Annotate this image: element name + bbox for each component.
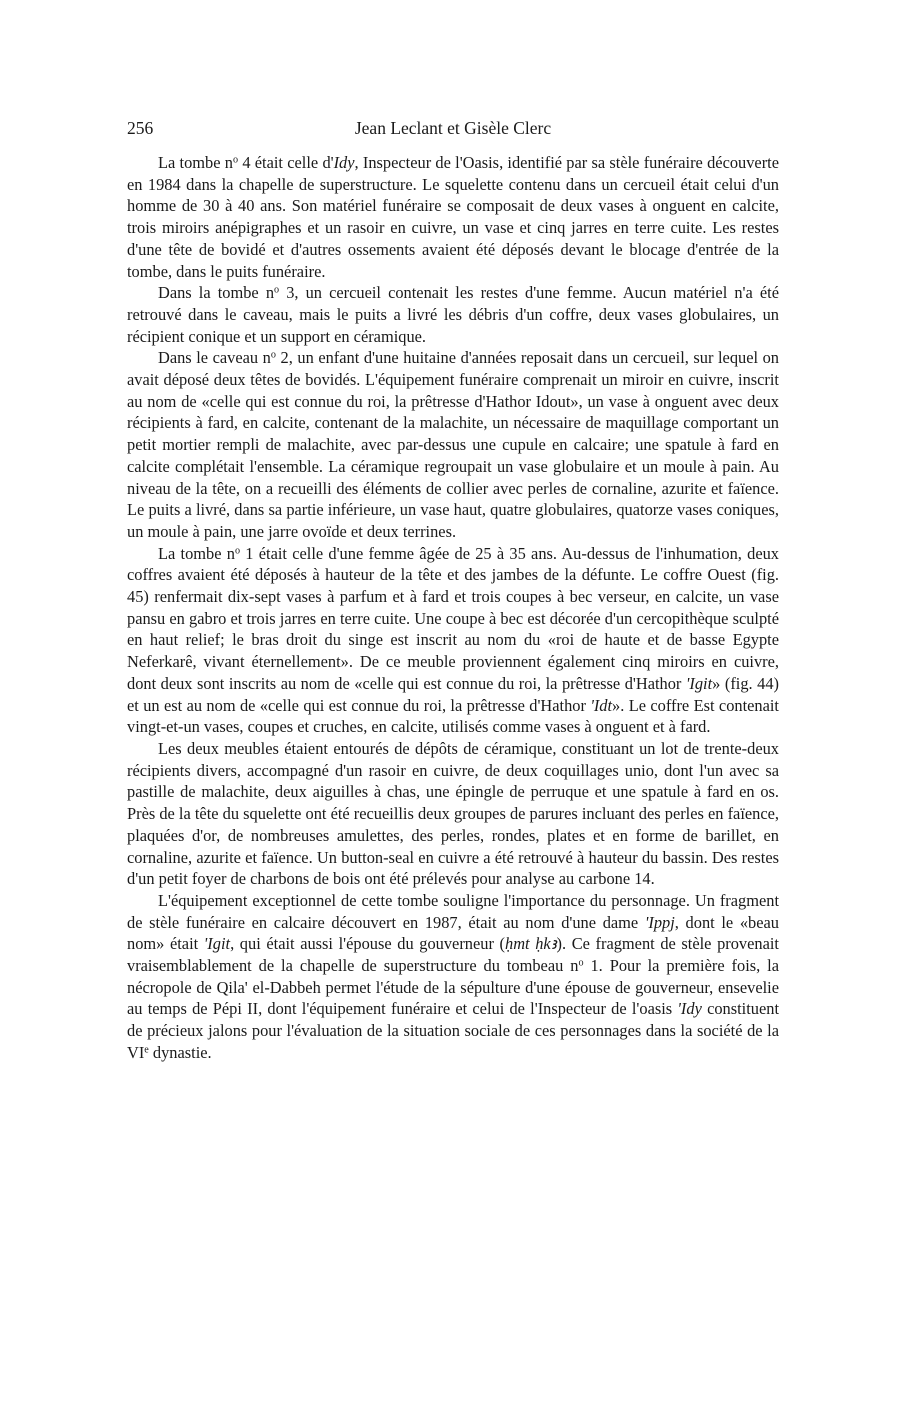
superscript-text: o xyxy=(234,545,241,557)
text-run: , dont le «beau nom» était xyxy=(127,912,779,954)
text-run: , qui était aussi l'épouse du gouverneur ( xyxy=(230,934,505,954)
paragraph xyxy=(127,890,779,1064)
italic-text: Idy xyxy=(333,153,355,172)
superscript-text: o xyxy=(270,349,276,361)
text-run: 1. Pour la première fois, la nécropole de Qila' el-Dabbeh permet l'étude de la sépulture d'une épouse de gouverneur, ensevelie au temps de Pépi II, dont l'équipement funéraire et celui de l'Inspecteur de l'oasis xyxy=(127,956,779,1019)
text-run: dynastie. xyxy=(148,1042,212,1062)
superscript-text: o xyxy=(578,957,584,969)
text-run: Dans le caveau n xyxy=(158,348,271,368)
italic-text: 'Igit xyxy=(203,934,231,954)
text-run: Dans la tombe n xyxy=(158,283,275,303)
italic-text: 'Idy xyxy=(677,999,702,1019)
italic-text: 'Ippj xyxy=(644,912,675,932)
text-run: Les deux meubles étaient entourés de dépôts de céramique, constituant un lot de trente-deux récipients divers, accompagné d'un rasoir en cuivre, de deux coquillages unio, dont l'un avec sa pastille de malachite, deux aiguilles à chas, une épingle de perruque et une spatule à fard en os. Près de la tête du squelette ont été recueillis deux groupes de parures incluant des perles en faïence, plaquées d'or, de nombreuses amulettes, des perles, rondes, plates et en forme de barillet, en cornaline, azurite et faïence. Un button-seal en cuivre a été retrouvé à hauteur du bassin. Des restes d'un petit foyer de charbons de bois ont été prélevés pour analyse au carbone 14. xyxy=(127,738,779,889)
page-number: 256 xyxy=(127,118,154,138)
italic-text: ḥmt ḥkꜣ xyxy=(505,934,557,954)
text-run: 1 était celle d'une femme âgée de 25 à 35 ans. Au-dessus de l'inhumation, deux coffres avaient été déposés à hauteur de la tête et des jambes de la défunte. Le coffre Ouest (fig. 45) renfermait dix-sept vases à parfum et à fard et trois coupes à bec verseur, en calcite, un vase pansu en gabro et trois jarres en terre cuite. Une coupe à bec est décorée d'un cercopithèque sculpté en haut relief; le bras droit du singe est inscrit au nom du «roi de haute et de basse Egypte Neferkarê, vivant éternellement». De ce meuble proviennent également cinq miroirs en cuivre, dont deux sont inscrits au nom de «celle qui est connue du roi, la prêtresse d'Hathor xyxy=(127,543,779,693)
text-run: La tombe n xyxy=(158,153,233,172)
text-run: » (fig. 44) et un est au nom de «celle qui est connue du roi, la prêtresse d'Hathor xyxy=(127,673,779,715)
text-run: La tombe n xyxy=(158,543,235,563)
paragraph xyxy=(127,152,779,282)
superscript-text: e xyxy=(144,1044,149,1056)
paragraph xyxy=(127,543,779,738)
paragraph xyxy=(127,347,779,542)
running-title: Jean Leclant et Gisèle Clerc xyxy=(354,118,552,138)
text-run: 2, un enfant d'une huitaine d'années reposait dans un cercueil, sur lequel on avait déposé deux têtes de bovidés. L'équipement funéraire comprenait un miroir en cuivre, inscrit au nom de «celle qui est connue du roi, la prêtresse d'Hathor Idout», un vase à onguent avec deux récipients à fard, en calcite, contenant de la malachite, un nécessaire de maquillage comportant un petit mortier rempli de malachite, avec par-dessus une cupule en calcaire; une spatule à fard en calcite complétait l'ensemble. La céramique regroupait un vase globulaire et un moule à pain. Au niveau de la tête, on a recueilli des éléments de collier avec perles de cornaline, azurite et faïence. Le puits a livré, dans sa partie inférieure, un vase haut, quatre globulaires, quatorze vases coniques, un moule à pain, une jarre ovoïde et deux terrines. xyxy=(127,348,779,541)
superscript-text: o xyxy=(274,284,280,296)
text-run: ». Le coffre Est contenait vingt-et-un vases, coupes et cruches, en calcite, utilisés comme vases à onguent et à fard. xyxy=(127,695,779,737)
text-run: L'équipement exceptionnel de cette tombe souligne l'importance du personnage. Un fragment de stèle funéraire en calcaire découvert en 1987, était au nom d'une dame xyxy=(127,890,779,932)
paragraph xyxy=(127,738,779,890)
italic-text: 'Igit xyxy=(685,673,713,693)
page-header xyxy=(127,116,779,140)
paragraph xyxy=(127,282,779,347)
text-run: 4 était celle d' xyxy=(238,153,334,172)
text-run: constituent de précieux jalons pour l'évaluation de la situation sociale de ces personnages dans la société de la VI xyxy=(127,999,779,1062)
superscript-text: o xyxy=(232,154,239,166)
italic-text: 'Idt xyxy=(590,695,613,715)
text-run: ). Ce fragment de stèle provenait vraisemblablement de la chapelle de superstructure du tombeau n xyxy=(127,934,779,976)
text-run: 3, un cercueil contenait les restes d'une femme. Aucun matériel n'a été retrouvé dans le caveau, mais le puits a livré les débris d'un coffre, deux vases globulaires, un récipient conique et un support en céramique. xyxy=(127,283,779,346)
text-run: , Inspecteur de l'Oasis, identifié par sa stèle funéraire découverte en 1984 dans la chapelle de superstructure. Le squelette contenu dans un cercueil était celui d'un homme de 30 à 40 ans. Son matériel funéraire se composait de deux vases à onguent en calcite, trois miroirs anépigraphes et un rasoir en cuivre, un vase et cinq jarres en terre cuite. Les restes d'une tête de bovidé et d'autres ossements avaient été déposés devant le blocage d'entrée de la tombe, dans le puits funéraire. xyxy=(127,153,779,281)
body-text xyxy=(127,152,779,1064)
